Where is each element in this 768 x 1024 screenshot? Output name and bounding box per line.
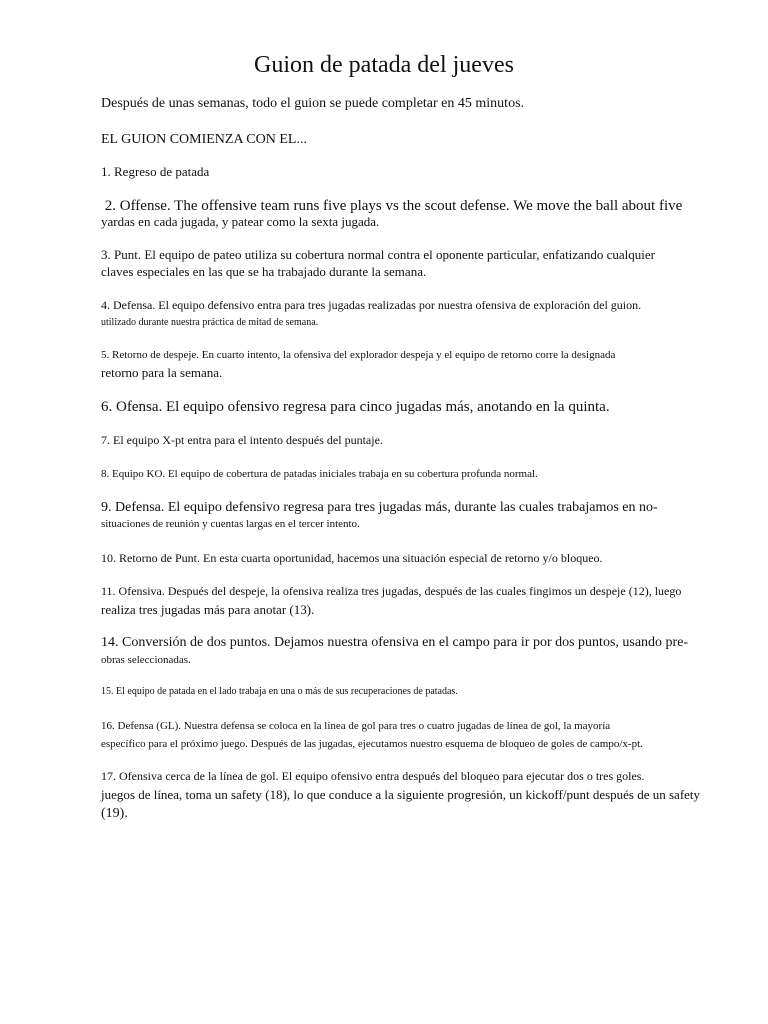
script-item-14-line-2: obras seleccionadas. xyxy=(101,654,191,666)
script-item-2-line-1: 2. Offense. The offensive team runs five plays vs the scout defense. We move the ball about five xyxy=(101,198,683,214)
script-item-1-line-1: 1. Regreso de patada xyxy=(101,164,210,179)
intro-paragraph: Después de unas semanas, todo el guion se puede completar en 45 minutos. xyxy=(101,96,525,111)
script-item-11-line-2: realiza tres jugadas más para anotar (13). xyxy=(101,602,315,617)
script-item-10-line-1: 10. Retorno de Punt. En esta cuarta oportunidad, hacemos una situación especial de retorno y/o bloqueo. xyxy=(101,551,603,565)
script-item-6-line-1: 6. Ofensa. El equipo ofensivo regresa para cinco jugadas más, anotando en la quinta. xyxy=(101,399,610,415)
script-item-2-line-2: yardas en cada jugada, y patear como la sexta jugada. xyxy=(101,214,380,229)
script-item-17-line-3: (19). xyxy=(101,806,128,821)
document-title: Guion de patada del jueves xyxy=(254,52,514,78)
script-item-15-line-1: 15. El equipo de patada en el lado trabaja en una o más de sus recuperaciones de patadas. xyxy=(101,686,458,697)
script-item-8-line-1: 8. Equipo KO. El equipo de cobertura de patadas iniciales trabaja en su cobertura profunda normal. xyxy=(101,468,538,480)
script-item-5-line-2: retorno para la semana. xyxy=(101,365,223,380)
script-item-4-line-1: 4. Defensa. El equipo defensivo entra para tres jugadas realizadas por nuestra ofensiva de exploración del guion. xyxy=(101,298,642,312)
script-item-17-line-1: 17. Ofensiva cerca de la línea de gol. El equipo ofensivo entra después del bloqueo para ejecutar dos o tres goles. xyxy=(101,769,645,783)
script-item-3-line-2: claves especiales en las que se ha trabajado durante la semana. xyxy=(101,264,427,279)
script-item-11-line-1: 11. Ofensiva. Después del despeje, la ofensiva realiza tres jugadas, después de las cuales fingimos un despeje (12), luego xyxy=(101,584,682,598)
script-item-14-line-1: 14. Conversión de dos puntos. Dejamos nuestra ofensiva en el campo para ir por dos puntos, usando pre- xyxy=(101,635,689,650)
script-item-17-line-2: juegos de línea, toma un safety (18), lo que conduce a la siguiente progresión, un kickoff/punt después de un safety xyxy=(101,787,701,802)
script-item-16-line-1: 16. Defensa (GL). Nuestra defensa se coloca en la línea de gol para tres o cuatro jugadas de línea de gol, la mayoría xyxy=(101,720,611,732)
script-item-5-line-1: 5. Retorno de despeje. En cuarto intento, la ofensiva del explorador despeja y el equipo de retorno corre la designada xyxy=(101,349,616,361)
section-heading: EL GUION COMIENZA CON EL... xyxy=(101,132,307,147)
script-item-4-line-2: utilizado durante nuestra práctica de mitad de semana. xyxy=(101,317,319,328)
script-item-16-line-2: específico para el próximo juego. Después de las jugadas, ejecutamos nuestro esquema de bloqueo de goles de campo/x-pt. xyxy=(101,738,643,750)
script-item-3-line-1: 3. Punt. El equipo de pateo utiliza su cobertura normal contra el oponente particular, enfatizando cualquier xyxy=(101,247,655,262)
script-item-9-line-2: situaciones de reunión y cuentas largas en el tercer intento. xyxy=(101,518,360,530)
script-item-7-line-1: 7. El equipo X-pt entra para el intento después del puntaje. xyxy=(101,433,383,447)
script-item-9-line-1: 9. Defensa. El equipo defensivo regresa para tres jugadas más, durante las cuales trabajamos en no- xyxy=(101,500,658,515)
